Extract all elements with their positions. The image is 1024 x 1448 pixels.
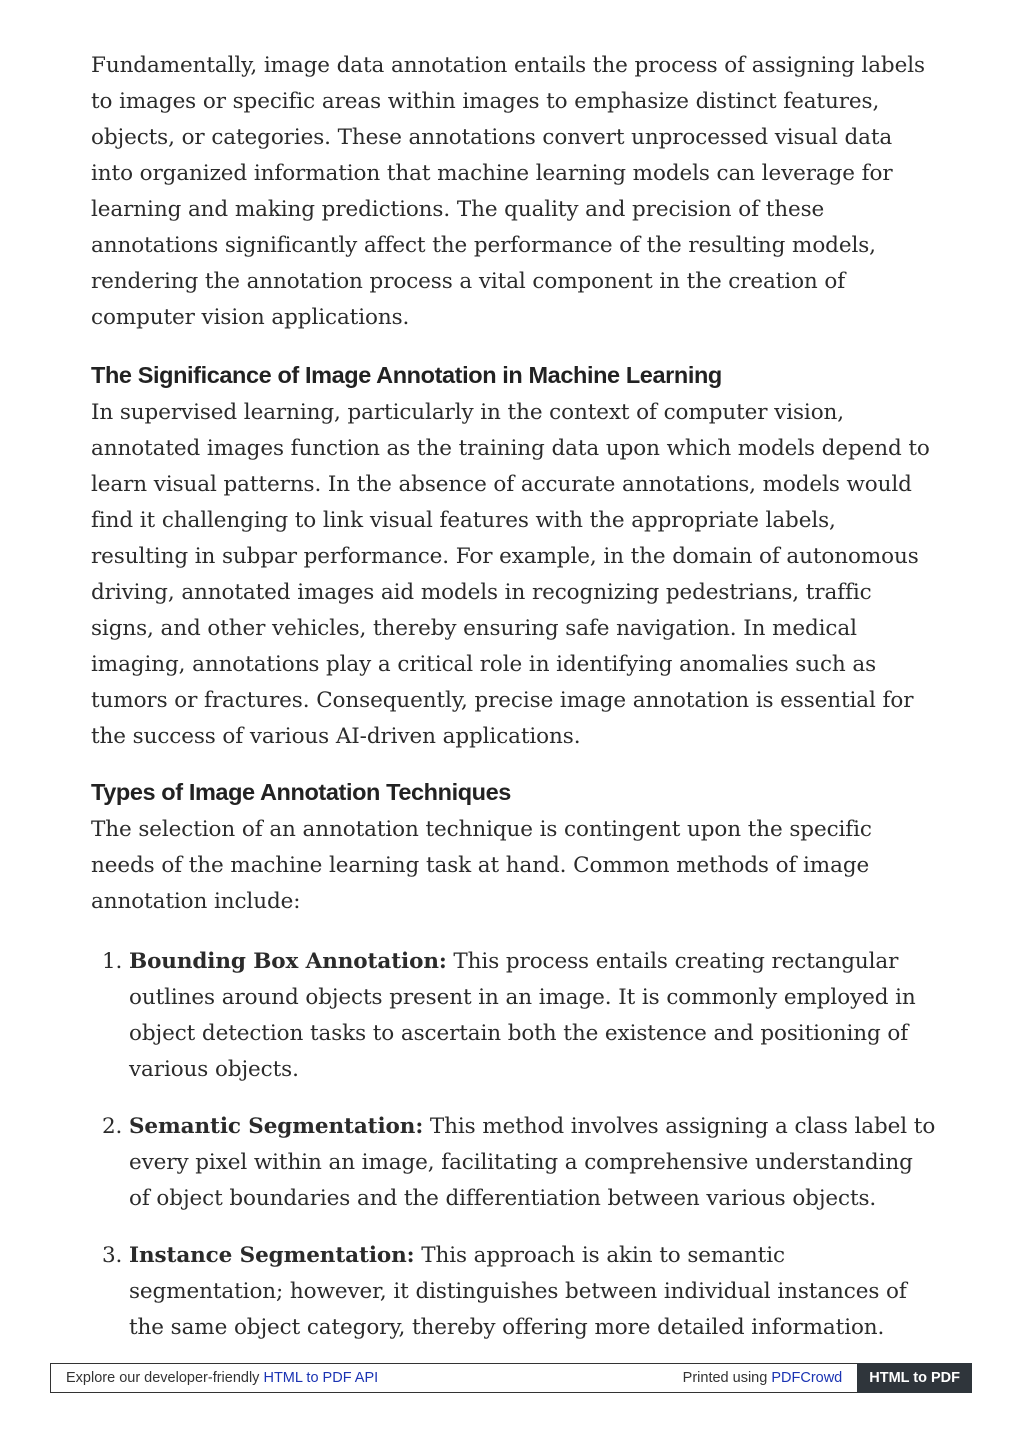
footer-explore-text: Explore our developer-friendly [66,1370,264,1386]
list-item-term: Bounding Box Annotation: [129,949,447,974]
pdfcrowd-footer-banner [50,1363,972,1393]
pdfcrowd-link[interactable]: PDFCrowd [771,1370,843,1386]
significance-heading: The Significance of Image Annotation in Machine Learning [91,362,722,388]
list-item-text: This process entails creating rectangular outlines around objects present in an image. It is commonly employed in object detection tasks to ascertain both the existence and positioning of various objects. [129,949,916,1082]
list-item [129,1109,936,1217]
list-item [129,944,936,1088]
types-paragraph: The selection of an annotation technique is contingent upon the specific needs of the machine learning task at hand. Common methods of image annotation include: [91,817,872,914]
list-item-term: Instance Segmentation: [129,1243,415,1268]
article-content [91,48,936,1367]
html-to-pdf-api-link[interactable]: HTML to PDF API [263,1370,379,1386]
footer-explore [51,1370,683,1386]
footer-printed-text: Printed using [682,1370,772,1386]
list-item-text: This approach is akin to semantic segmentation; however, it distinguishes between individual instances of the same object category, thereby offering more detailed information. [129,1243,907,1340]
annotation-techniques-list [91,944,936,1346]
list-item [129,1238,936,1346]
intro-paragraph: Fundamentally, image data annotation entails the process of assigning labels to images or specific areas within images to emphasize distinct features, objects, or categories. These annotations convert unprocessed visual data into organized information that machine learning models can leverage for learning and making predictions. The quality and precision of these annotations significantly affect the performance of the resulting models, rendering the annotation process a vital component in the creation of computer vision applications. [91,53,925,330]
footer-printed [683,1370,858,1386]
html-to-pdf-button[interactable]: HTML to PDF [857,1363,972,1393]
list-item-text: This method involves assigning a class label to every pixel within an image, facilitating a comprehensive understanding of object boundaries and the differentiation between various objects. [129,1114,936,1211]
significance-paragraph: In supervised learning, particularly in the context of computer vision, annotated images function as the training data upon which models depend to learn visual patterns. In the absence of accurate annotations, models would find it challenging to link visual features with the appropriate labels, resulting in subpar performance. For example, in the domain of autonomous driving, annotated images aid models in recognizing pedestrians, traffic signs, and other vehicles, thereby ensuring safe navigation. In medical imaging, annotations play a critical role in identifying anomalies such as tumors or fractures. Consequently, precise image annotation is essential for the success of various AI-driven applications. [91,400,930,749]
types-heading: Types of Image Annotation Techniques [91,779,511,805]
list-item-term: Semantic Segmentation: [129,1114,424,1139]
